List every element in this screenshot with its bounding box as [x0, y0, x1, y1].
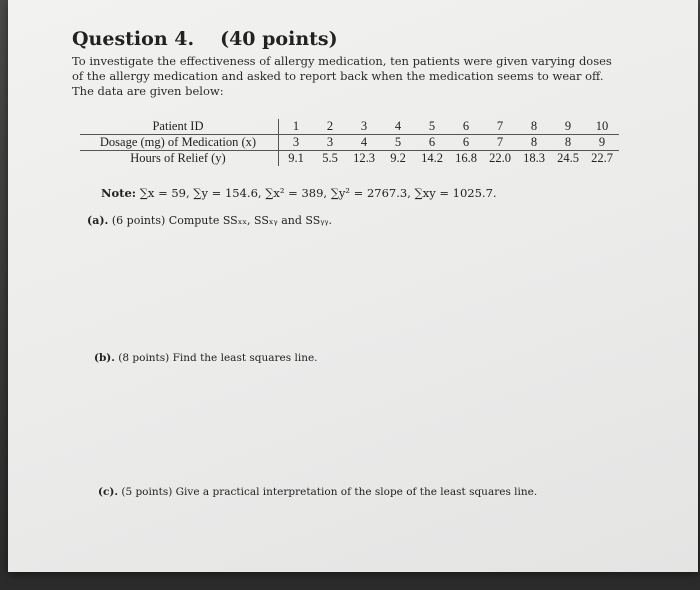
table-cell: 4 — [381, 119, 415, 135]
paper-sheet — [8, 0, 698, 572]
table-row-label: Patient ID — [80, 119, 279, 135]
part-c — [98, 486, 537, 498]
part-c-points: (5 points) — [121, 486, 173, 498]
table-cell: 6 — [449, 119, 483, 135]
part-c-label: (c). — [98, 486, 118, 498]
part-b-label: (b). — [94, 352, 115, 364]
intro-paragraph: To investigate the effectiveness of allergy medication, ten patients were given varying doses of the allergy medication and asked to report back when the medication seems to wear off. The data are given below: — [72, 54, 612, 98]
table-row — [80, 151, 619, 167]
table-cell: 7 — [483, 119, 517, 135]
table-row — [80, 119, 619, 135]
table-cell: 8 — [551, 135, 585, 151]
table-cell: 14.2 — [421, 151, 443, 165]
table-cell: 9 — [551, 119, 585, 135]
table-row-label: Hours of Relief (y) — [80, 151, 279, 167]
table-cell: 12.3 — [353, 151, 375, 165]
part-b-points: (8 points) — [118, 352, 170, 364]
table-cell: 10 — [585, 119, 619, 135]
table-cell: 3 — [313, 135, 347, 151]
table-cell: 5.5 — [322, 151, 338, 165]
data-table — [80, 119, 619, 166]
table-cell: 2 — [313, 119, 347, 135]
table-cell: 6 — [449, 135, 483, 151]
table-row — [80, 135, 619, 151]
table-cell: 8 — [517, 119, 551, 135]
part-a — [87, 214, 332, 227]
table-cell: 22.0 — [489, 151, 511, 165]
part-b — [94, 352, 318, 364]
table-cell: 9.2 — [390, 151, 406, 165]
table-cell: 6 — [415, 135, 449, 151]
part-c-text: Give a practical interpretation of the slope of the least squares line. — [175, 486, 538, 498]
table-cell: 3 — [347, 119, 381, 135]
question-title: Question 4. — [72, 28, 195, 50]
table-cell: 5 — [415, 119, 449, 135]
question-points: (40 points) — [220, 28, 338, 50]
table-cell: 7 — [483, 135, 517, 151]
table-cell: 9.1 — [288, 151, 304, 165]
table-cell: 16.8 — [455, 151, 477, 165]
table-cell: 9 — [585, 135, 619, 151]
table-cell: 1 — [279, 119, 314, 135]
note-text: ∑x = 59, ∑y = 154.6, ∑x² = 389, ∑y² = 2767.3, ∑xy = 1025.7. — [139, 186, 497, 200]
table-cell: 18.3 — [523, 151, 545, 165]
table-cell: 24.5 — [557, 151, 579, 165]
part-a-points: (6 points) — [111, 214, 166, 227]
part-a-label: (a). — [87, 214, 109, 227]
question-heading — [72, 28, 338, 50]
note-line — [101, 186, 497, 200]
table-cell: 5 — [381, 135, 415, 151]
part-a-text: Compute SSₓₓ, SSₓᵧ and SSᵧᵧ. — [168, 214, 333, 227]
part-b-text: Find the least squares line. — [172, 352, 318, 364]
table-cell: 22.7 — [591, 151, 613, 165]
note-label: Note: — [101, 186, 137, 200]
table-cell: 8 — [517, 135, 551, 151]
table-row-label: Dosage (mg) of Medication (x) — [80, 135, 279, 151]
table-cell: 3 — [279, 135, 314, 151]
table-cell: 4 — [347, 135, 381, 151]
